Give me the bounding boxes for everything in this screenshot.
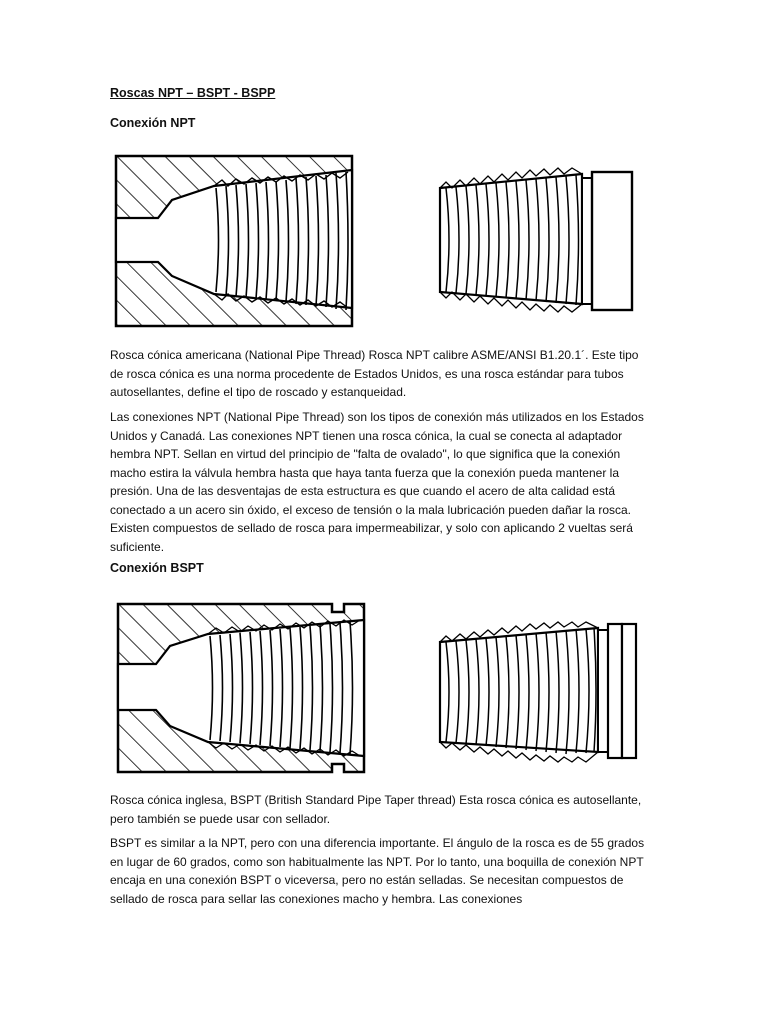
paragraph-bspt-2: BSPT es similar a la NPT, pero con una diferencia importante. El ángulo de la rosca es de 55 grados en lugar de 60 grados, como son habitualmente las NPT. Por lo tanto, una boquilla de conexión NPT encaja en una conexión BSPT o viceversa, pero no están selladas. Se necesitan compuestos de sellado de rosca para sellar las conexiones macho y hembra. Las conexiones: [110, 836, 645, 906]
npt-female-fitting-diagram: [110, 150, 360, 330]
section-heading-bspt: Conexión BSPT: [110, 561, 204, 575]
paragraph-npt-2: Las conexiones NPT (National Pipe Thread) son los tipos de conexión más utilizados en los Estados Unidos y Canadá. Las conexiones NPT tienen una rosca cónica, la cual se conecta al adaptador hembra NPT. Sellan en virtud del principio de "falta de ovalado", lo que significa que la conexión macho estira la válvula hembra hasta que haya tanta fuerza que la conexión pueda mantener la presión. Una de las desventajas de esta estructura es que cuando el acero de alta calidad está conectado a un acero sin óxido, el exceso de tensión o la mala lubricación pueden dañar la rosca. Existen compuestos de sellado de rosca para impermeabilizar, y solo con aplicando 2 vueltas será suficiente.: [110, 410, 644, 554]
section-heading-npt: Conexión NPT: [110, 116, 196, 130]
document-title: Roscas NPT – BSPT - BSPP: [110, 86, 276, 100]
paragraph-npt-1: Rosca cónica americana (National Pipe Thread) Rosca NPT calibre ASME/ANSI B1.20.1´. Este tipo de rosca cónica es una norma procedente de Estados Unidos, es una rosca estándar para tubos autosellantes, define el tipo de roscado y estanqueidad.: [110, 348, 639, 399]
bspt-male-fitting-diagram: [432, 620, 642, 765]
bspt-female-fitting-diagram: [112, 598, 372, 778]
paragraph-bspt-1: Rosca cónica inglesa, BSPT (British Standard Pipe Taper thread) Esta rosca cónica es autosellante, pero también se puede usar con sellador.: [110, 793, 642, 826]
npt-male-fitting-diagram: [432, 166, 637, 316]
